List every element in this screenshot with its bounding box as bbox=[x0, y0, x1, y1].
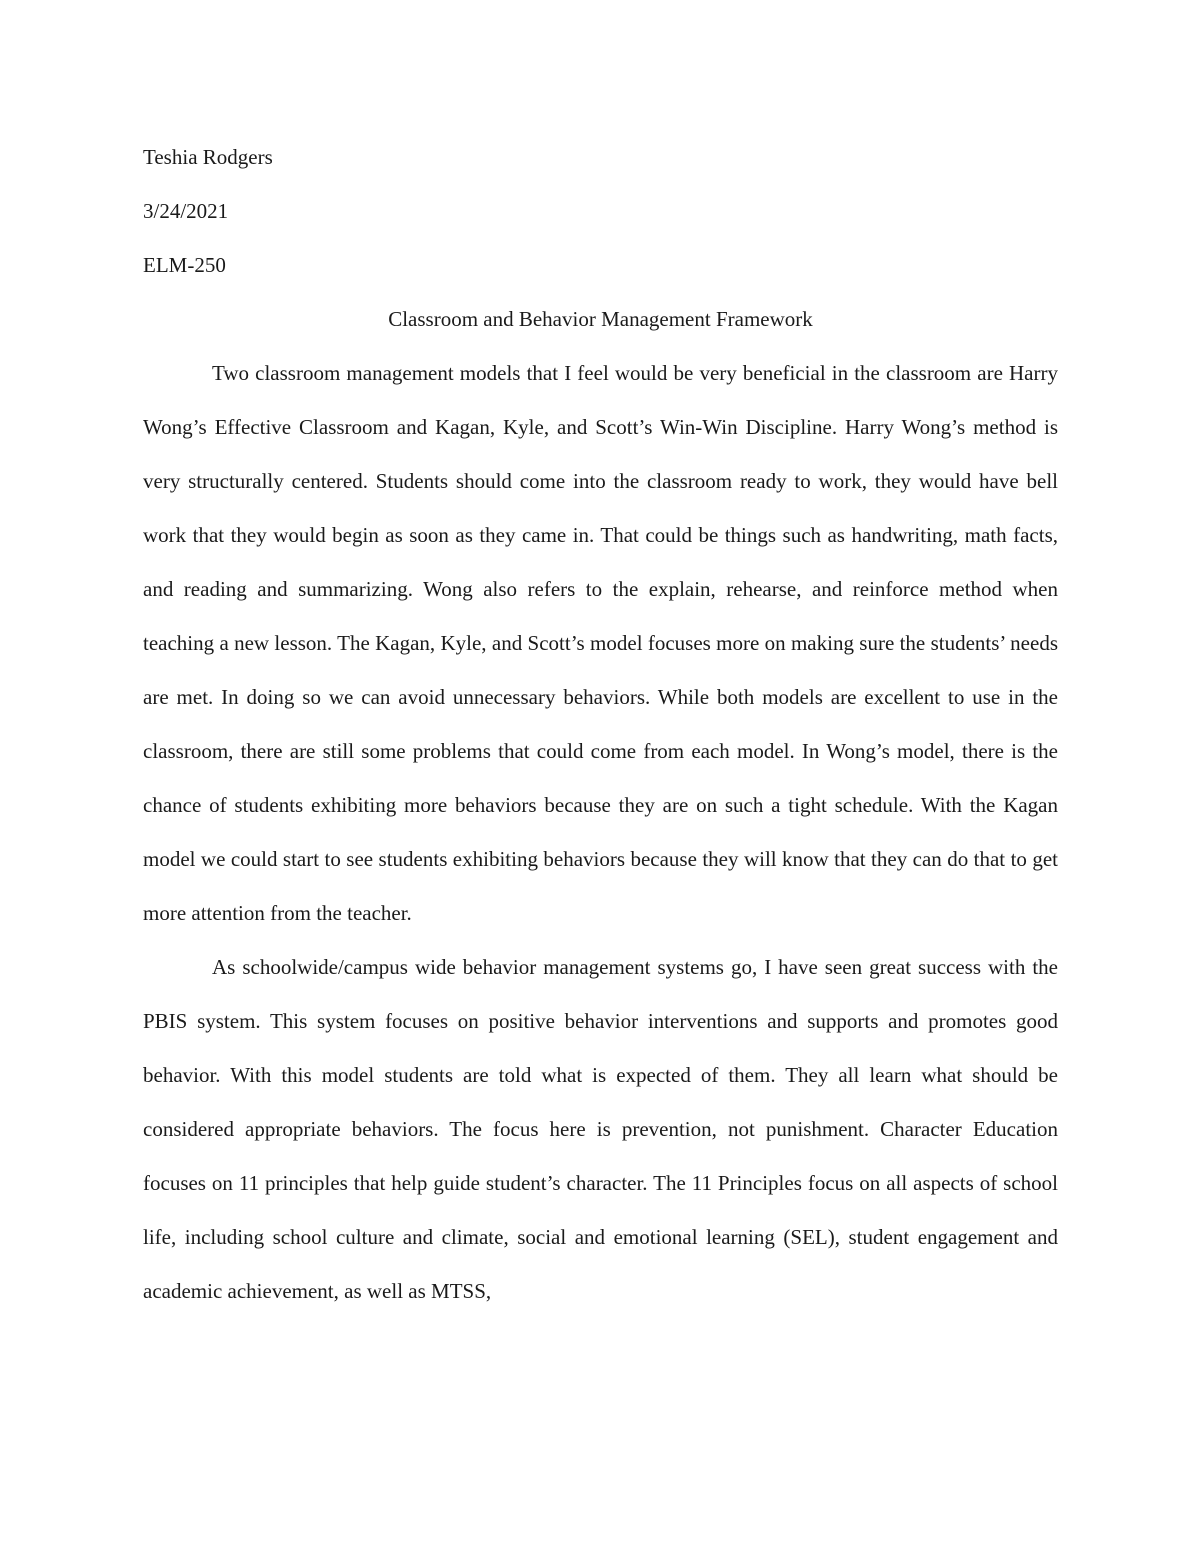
document-title: Classroom and Behavior Management Framework bbox=[388, 307, 813, 331]
paragraph-schoolwide-systems: As schoolwide/campus wide behavior management systems go, I have seen great success with the PBIS system. This system focuses on positive behavior interventions and supports and promotes good behavior. With this model students are told what is expected of them. They all learn what should be considered appropriate behaviors. The focus here is prevention, not punishment. Character Education focuses on 11 principles that help guide student’s character. The 11 Principles focus on all aspects of school life, including school culture and climate, social and emotional learning (SEL), student engagement and academic achievement, as well as MTSS, bbox=[143, 955, 1058, 1303]
author-name: Teshia Rodgers bbox=[143, 145, 273, 169]
course-code: ELM-250 bbox=[143, 253, 226, 277]
document-date: 3/24/2021 bbox=[143, 199, 229, 223]
document-body bbox=[143, 130, 1058, 1318]
paragraph-classroom-models: Two classroom management models that I feel would be very beneficial in the classroom are Harry Wong’s Effective Classroom and Kagan, Kyle, and Scott’s Win-Win Discipline. Harry Wong’s method is very structurally centered. Students should come into the classroom ready to work, they would have bell work that they would begin as soon as they came in. That could be things such as handwriting, math facts, and reading and summarizing. Wong also refers to the explain, rehearse, and reinforce method when teaching a new lesson. The Kagan, Kyle, and Scott’s model focuses more on making sure the students’ needs are met. In doing so we can avoid unnecessary behaviors. While both models are excellent to use in the classroom, there are still some problems that could come from each model. In Wong’s model, there is the chance of students exhibiting more behaviors because they are on such a tight schedule. With the Kagan model we could start to see students exhibiting behaviors because they will know that they can do that to get more attention from the teacher. bbox=[143, 361, 1058, 925]
